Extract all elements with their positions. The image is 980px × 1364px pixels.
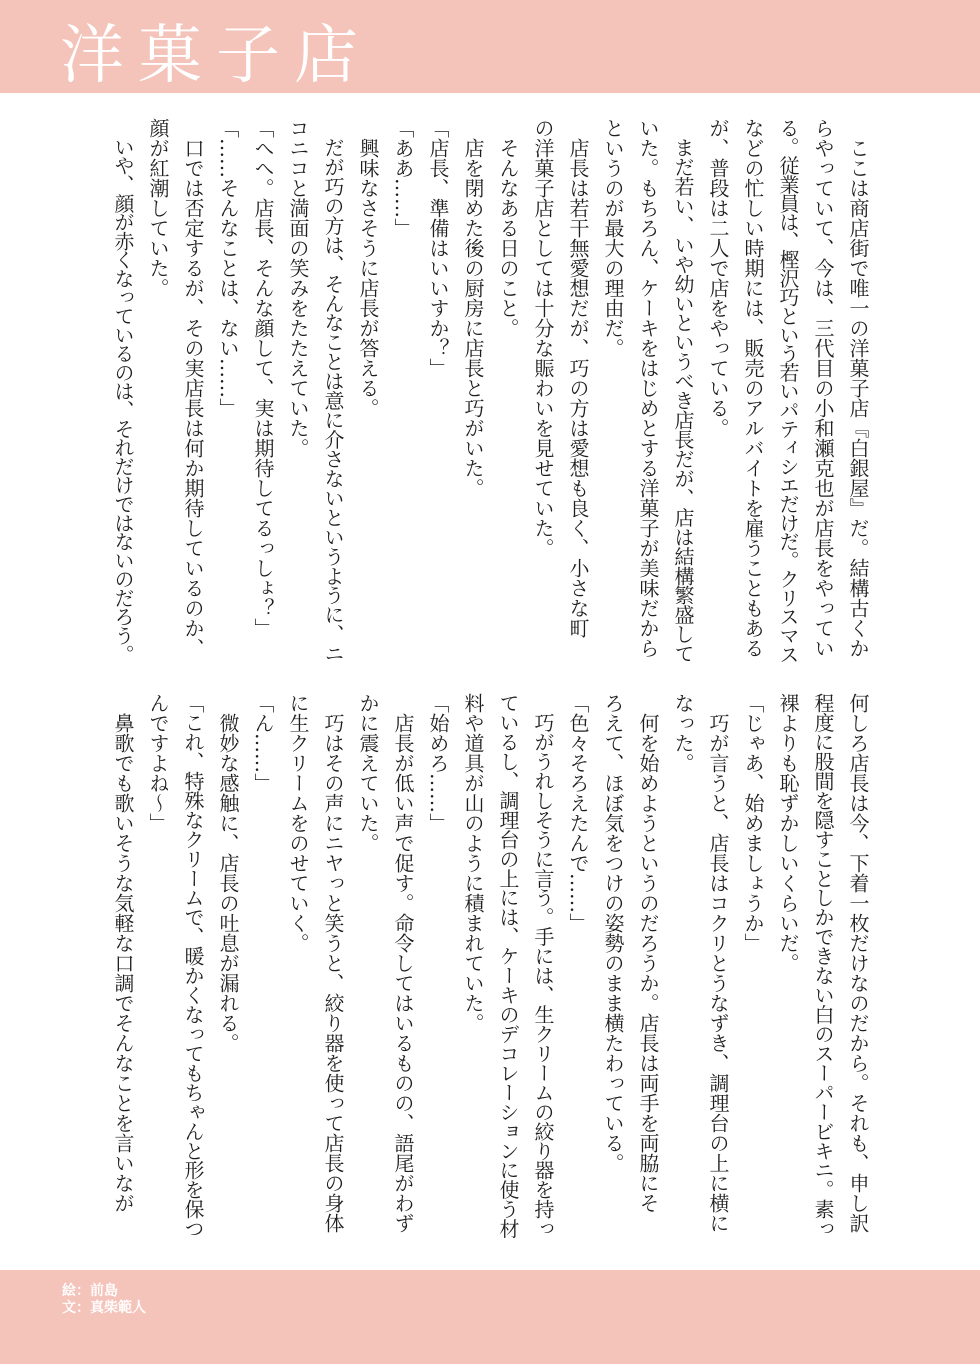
- column-text: が、普段は二人で店をやっている。: [706, 118, 730, 438]
- column-text: らやっていて、今は、三代目の小和瀬克也が店長をやってい: [811, 118, 835, 658]
- story-column: [735, 118, 770, 663]
- column-text: 店長が低い声で促す。命令してはいるものの、語尾がわず: [391, 693, 415, 1233]
- story-column: [735, 693, 770, 1238]
- footer-band: [0, 1270, 980, 1364]
- story-column: [665, 693, 700, 1238]
- column-text: いや、顔が赤くなっているのは、それだけではないのだろう。: [111, 118, 135, 664]
- header-band: [0, 0, 980, 93]
- story-column: [420, 118, 455, 663]
- column-text: だが巧の方は、そんなことは意に介さないというように、ニ: [321, 118, 345, 664]
- story-column: [595, 693, 630, 1238]
- story-column: [525, 118, 560, 663]
- credit-illustration: [62, 1283, 146, 1300]
- story-column: [245, 693, 280, 1238]
- column-text: 「……そんなことは、ない……」: [216, 118, 240, 418]
- story-column: [630, 693, 665, 1238]
- credit-text: [62, 1300, 146, 1317]
- story-column: [490, 118, 525, 663]
- story-block-upper: [105, 118, 875, 663]
- story-column: [350, 693, 385, 1238]
- column-text: かに震えていた。: [356, 693, 380, 853]
- story-column: [175, 693, 210, 1238]
- story-column: [210, 693, 245, 1238]
- credit-name: 前島: [90, 1283, 118, 1299]
- story-column: [350, 118, 385, 663]
- story-block-lower: [105, 693, 875, 1238]
- story-column: [560, 118, 595, 663]
- story-column: [630, 118, 665, 663]
- story-column: [840, 693, 875, 1238]
- story-column: [280, 118, 315, 663]
- column-text: んですよね～」: [146, 693, 170, 833]
- column-text: 巧が言うと、店長はコクリとうなずき、調理台の上に横に: [706, 693, 730, 1233]
- story-column: [315, 118, 350, 663]
- story-column: [105, 693, 140, 1238]
- column-text: というのが最大の理由だ。: [601, 118, 625, 358]
- column-text: 「これ、特殊なクリームで、暖かくなってもちゃんと形を保つ: [181, 693, 205, 1239]
- column-text: 何しろ店長は今、下着一枚だけなのだから。それも、申し訳: [846, 693, 870, 1233]
- column-text: 微妙な感触に、店長の吐息が漏れる。: [216, 693, 240, 1053]
- column-text: 「ああ……」: [391, 118, 415, 238]
- column-text: 巧がうれしそうに言う。手には、生クリームの絞り器を持っ: [531, 693, 555, 1239]
- story-column: [560, 693, 595, 1238]
- column-text: コニコと満面の笑みをたたえていた。: [286, 118, 310, 458]
- column-text: る。従業員は、樫沢巧という若いパティシエだけだ。クリスマス: [776, 118, 800, 664]
- column-text: ているし、調理台の上には、ケーキのデコレーションに使う材: [496, 693, 520, 1239]
- story-column: [840, 118, 875, 663]
- story-column: [665, 118, 700, 663]
- story-column: [420, 693, 455, 1238]
- column-text: 「ん……」: [251, 693, 275, 793]
- column-text: 鼻歌でも歌いそうな気軽な口調でそんなことを言いなが: [111, 693, 135, 1213]
- story-column: [385, 693, 420, 1238]
- column-text: なった。: [671, 693, 695, 773]
- story-column: [280, 693, 315, 1238]
- credit-name: 真柴範人: [90, 1300, 146, 1316]
- column-text: 顔が紅潮していた。: [146, 118, 170, 298]
- story-column: [700, 118, 735, 663]
- column-text: 興味なさそうに店長が答える。: [356, 118, 380, 418]
- column-text: 店長は若干無愛想だが、巧の方は愛想も良く、小さな町: [566, 118, 590, 638]
- column-text: に生クリームをのせていく。: [286, 693, 310, 953]
- column-text: そんなある日のこと。: [496, 118, 520, 338]
- story-column: [105, 118, 140, 663]
- story-column: [175, 118, 210, 663]
- page-title: 洋菓子店: [60, 19, 372, 93]
- column-text: などの忙しい時期には、販売のアルバイトを雇うこともある: [741, 118, 765, 658]
- column-text: 「へへ。店長、そんな顔して、実は期待してるっしょ？」: [251, 118, 275, 638]
- story-column: [770, 118, 805, 663]
- story-column: [315, 693, 350, 1238]
- column-text: 「じゃあ、始めましょうか」: [741, 693, 765, 953]
- column-text: まだ若い、いや幼いというべき店長だが、店は結構繁盛して: [671, 118, 695, 664]
- credits: [62, 1283, 146, 1317]
- column-text: 「店長、準備はいいすか？」: [426, 118, 450, 378]
- credit-separator: ：: [76, 1300, 90, 1316]
- column-text: 「色々そろえたんで……」: [566, 693, 590, 933]
- story-column: [770, 693, 805, 1238]
- column-text: 口では否定するが、その実店長は何か期待しているのか、: [181, 118, 205, 658]
- story-column: [385, 118, 420, 663]
- column-text: 店を閉めた後の厨房に店長と巧がいた。: [461, 118, 485, 498]
- column-text: ここは商店街で唯一の洋菓子店『白銀屋』だ。結構古くか: [846, 118, 870, 658]
- credit-role: 文: [62, 1300, 76, 1316]
- column-text: 料や道具が山のように積まれていた。: [461, 693, 485, 1033]
- column-text: 巧はその声にニヤっと笑うと、絞り器を使って店長の身体: [321, 693, 345, 1233]
- story-column: [805, 693, 840, 1238]
- story-column: [245, 118, 280, 663]
- credit-role: 絵: [62, 1283, 76, 1299]
- story-column: [595, 118, 630, 663]
- story-column: [140, 118, 175, 663]
- column-text: ろえて、ほぼ気をつけの姿勢のまま横たわっている。: [601, 693, 625, 1173]
- story-column: [525, 693, 560, 1238]
- story-column: [210, 118, 245, 663]
- column-text: 何を始めようというのだろうか。店長は両手を両脇にそ: [636, 693, 660, 1213]
- column-text: 裸よりも恥ずかしいくらいだ。: [776, 693, 800, 973]
- column-text: いた。もちろん、ケーキをはじめとする洋菓子が美味だから: [636, 118, 660, 658]
- column-text: の洋菓子店としては十分な賑わいを見せていた。: [531, 118, 555, 558]
- credit-separator: ：: [76, 1283, 90, 1299]
- story-column: [805, 118, 840, 663]
- column-text: 程度に股間を隠すことしかできない白のスーパービキニ。素っ: [811, 693, 835, 1239]
- story-column: [455, 693, 490, 1238]
- story-column: [490, 693, 525, 1238]
- story-column: [455, 118, 490, 663]
- column-text: 「始めろ……」: [426, 693, 450, 833]
- story-column: [700, 693, 735, 1238]
- story-column: [140, 693, 175, 1238]
